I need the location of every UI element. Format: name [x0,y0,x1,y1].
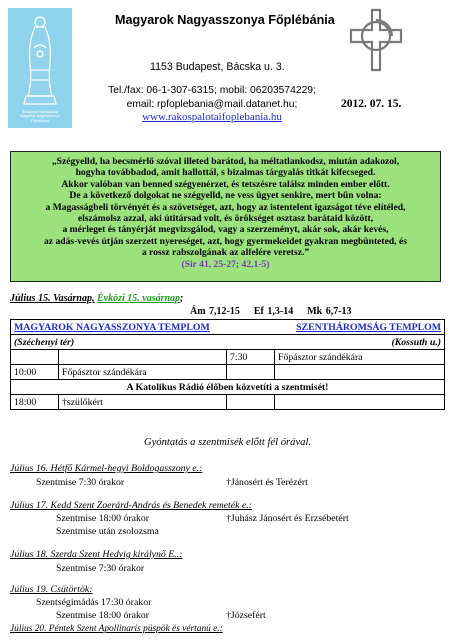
quote-line: hogyha továbbadod, amit hallottál, s bizalmas tárgyalás titkát kifecseged. [75,167,376,179]
day-title: Július 18. Szerda Szent Hedvig királynő E..: [10,549,183,560]
day-intention: †Józsefért [226,610,266,621]
day-mass: Szentmise 18:00 órakor [56,610,150,621]
right-church-street: (Kossuth u.) [227,335,445,350]
day-intention: †Juhász Jánosért és Erzsébetért [226,513,349,524]
quote-line: De a következő dolgokat ne szégyelld, ne vess ügyet senkire, mert bűn volna: [69,190,382,202]
mass-time: 18:00 [11,395,59,410]
church-name: Magyarok Nagyasszonya Főplébánia [115,13,335,27]
left-church-name: MAGYAROK NAGYASSZONYA TEMPLOM [11,320,227,335]
day-note: Szentmise után zsolozsma [56,526,159,537]
sunday-schedule-table [10,319,445,410]
left-church-street: (Széchenyi tér) [11,335,227,350]
table-header-row [11,320,445,335]
phone-line: Tel./fax: 06-1-307-6315; mobil: 06203574229; [108,85,316,96]
table-row [11,395,445,410]
parish-logo [8,8,72,128]
quote-line: az adás-vevés útján szerzett nyereséget, azt, hogy gyermekeidet gyakran megbünteted, és [44,235,407,247]
day-title: Július 16. Hétfő Kármel-hegyi Boldogasszony e.: [10,463,203,474]
day-mass: Szentmise 18:00 órakor [56,513,150,524]
day-intention: †Jánosért és Terézért [226,477,308,488]
day-title: Július 20. Péntek Szent Apollinaris püspök és vértanú e.: [10,624,223,634]
sunday-feast: Évközi 15. vasárnap [96,293,181,304]
quote-line: a rossz rabszolgának az alfelére veretsz.” [141,247,310,259]
day-mass: Szentmise 7:30 órakor [36,477,125,488]
quote-reference: (Sir 41, 25-27; 42,1-5) [181,258,270,270]
quote-line: a mérleget és tányérját megvizsgálod, vagy a szerzeményt, akár sok, akár kevés, [62,224,389,236]
table-row [11,380,445,395]
mass-intention: Főpásztor szándékára [59,365,227,380]
day-title: Július 17. Kedd Szent Zoerárd-András és Benedek remeték e.: [10,500,252,511]
church-address: 1153 Budapest, Bácska u. 3. [150,61,285,73]
sunday-heading [10,293,183,304]
quote-line: a Magasságbeli törvényét és a szövetséget, azt, hogy az istentelent igazságot téve elítéled, [45,201,406,213]
quote-line: elszámolsz azzal, aki útitársad volt, és örökséget osztasz barátaid között, [77,213,374,225]
mass-intention: †szülőkért [59,395,227,410]
logo-caption: Budapest-Rákospalota Magyarok Nagyasszonya Főplébánia [19,109,61,123]
bulletin-date: 2012. 07. 15. [341,98,402,110]
right-church-name: SZENTHÁROMSÁG TEMPLOM [227,320,445,335]
celtic-cross-icon [345,6,407,79]
sunday-label: Július 15. Vasárnap, [10,293,95,304]
website-link[interactable]: www.rakospalotaifoplebania.hu [142,111,282,124]
sunday-readings: Ám 7,12-15 Ef 1,3-14 Mk 6,7-13 [190,306,352,317]
mass-time: 10:00 [11,365,59,380]
sunday-colon: ; [180,293,184,304]
mass-intention: Főpásztor szándékára [275,350,445,365]
quote-line: „Szégyelld, ha becsmérlő szóval illeted barátod, ha méltatlankodsz, miután adakozol, [51,156,400,167]
quote-line: Akkor valóban van benned szégyenérzet, és tetszésre találsz minden ember előtt. [61,178,390,190]
contact-block [97,84,327,125]
mass-time: 7:30 [227,350,275,365]
email-line: email: rpfoplebania@mail.datanet.hu; [126,98,298,110]
scripture-quote [10,151,441,282]
table-row [11,350,445,365]
day-mass: Szentmise 7:30 órakor [56,563,145,574]
day-title: Július 19. Csütörtök: [10,584,93,595]
day-adoration: Szentségimádás 17:30 órakor [36,597,152,608]
confession-note: Gyóntatás a szentmisék előtt fél órával. [143,437,312,448]
table-subheader-row [11,335,445,350]
table-row [11,365,445,380]
radio-notice: A Katolikus Rádió élőben közvetíti a szentmisét! [11,380,445,395]
